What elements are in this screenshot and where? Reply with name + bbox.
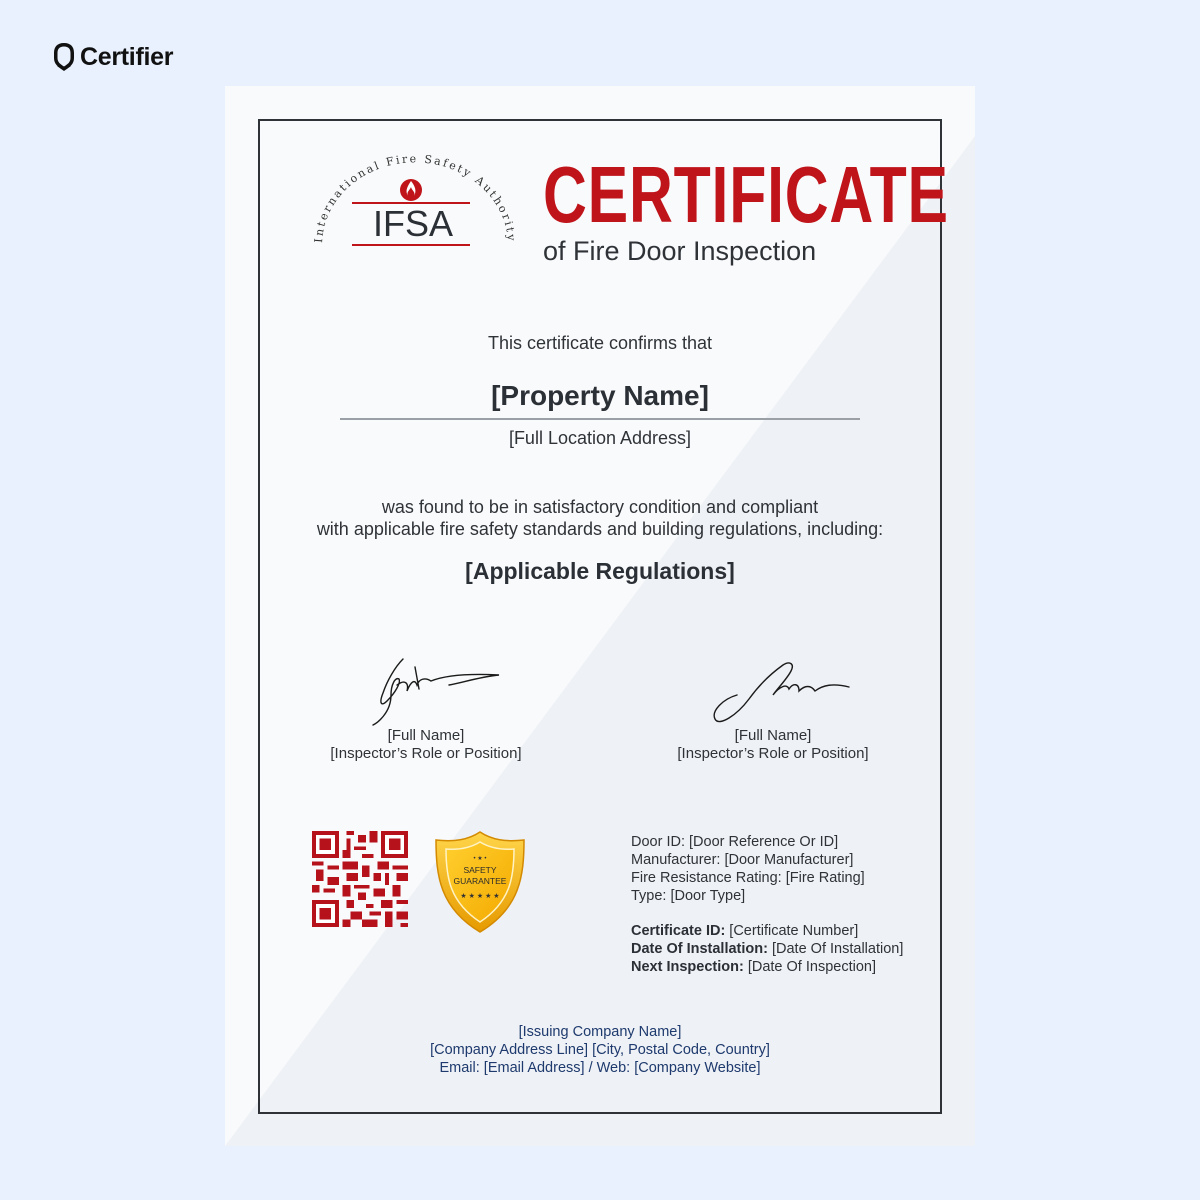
- badge-stars-icon: ★ ★ ★ ★ ★: [460, 893, 500, 900]
- ifsa-seal: [310, 150, 520, 260]
- signatory-role-left: [Inspector’s Role or Position]: [330, 745, 522, 762]
- installation-date-value: [Date Of Installation]: [767, 941, 904, 957]
- location-address: [Full Location Address]: [508, 428, 692, 448]
- next-inspection-value: [Date Of Inspection]: [743, 959, 876, 975]
- certifier-brand: [52, 40, 173, 74]
- signatory-name-left: [Full Name]: [387, 727, 465, 744]
- certificate-id: [631, 922, 903, 940]
- door-type: Type: [Door Type]: [631, 888, 746, 904]
- company-contact: Email: [Email Address] / Web: [Company Website]: [439, 1060, 761, 1076]
- certificate-title: CERTIFICATE: [543, 150, 949, 239]
- next-inspection-label: Next Inspection:: [631, 959, 744, 975]
- signatory-name-right: [Full Name]: [734, 727, 812, 744]
- safety-guarantee-badge: [434, 830, 526, 934]
- certificate-id-value: [Certificate Number]: [725, 923, 859, 939]
- badge-line-2: GUARANTEE: [453, 876, 507, 886]
- certificate-subtitle: of Fire Door Inspection: [543, 236, 817, 266]
- compliance-line-2: with applicable fire safety standards and building regulations, including:: [316, 519, 884, 539]
- company-name: [Issuing Company Name]: [518, 1024, 682, 1040]
- next-inspection: [631, 958, 903, 976]
- certifier-logo-icon: [52, 41, 76, 73]
- applicable-regulations: [Applicable Regulations]: [465, 558, 735, 584]
- intro-text: This certificate confirms that: [487, 333, 713, 353]
- property-underline: [340, 418, 860, 420]
- seal-acronym: IFSA: [372, 203, 454, 244]
- compliance-line-1: was found to be in satisfactory condition and compliant: [381, 497, 819, 517]
- compliance-statement: [258, 496, 942, 540]
- property-name: [Property Name]: [491, 380, 709, 411]
- installation-date-label: Date Of Installation:: [631, 941, 768, 957]
- signature-right: [693, 655, 853, 727]
- door-details: [631, 833, 903, 976]
- svg-text:• ★ •: • ★ •: [473, 856, 487, 862]
- seal-arc-text: International Fire Safety Authority: [311, 152, 519, 244]
- badge-line-1: SAFETY: [463, 865, 497, 875]
- signatory-role-right: [Inspector’s Role or Position]: [677, 745, 869, 762]
- flame-icon: [400, 179, 422, 201]
- signature-block-left: [296, 655, 556, 763]
- fire-resistance-rating: Fire Resistance Rating: [Fire Rating]: [631, 870, 865, 886]
- qr-code: [312, 831, 408, 927]
- company-address: [Company Address Line] [City, Postal Code, Country]: [430, 1042, 770, 1058]
- door-manufacturer: Manufacturer: [Door Manufacturer]: [631, 852, 854, 868]
- issuing-company: [258, 1023, 942, 1077]
- certificate-id-label: Certificate ID:: [631, 923, 726, 939]
- signature-left: [351, 655, 501, 727]
- door-id: Door ID: [Door Reference Or ID]: [631, 834, 839, 850]
- brand-name: Certifier: [80, 42, 174, 71]
- signature-block-right: [643, 655, 903, 763]
- installation-date: [631, 940, 903, 958]
